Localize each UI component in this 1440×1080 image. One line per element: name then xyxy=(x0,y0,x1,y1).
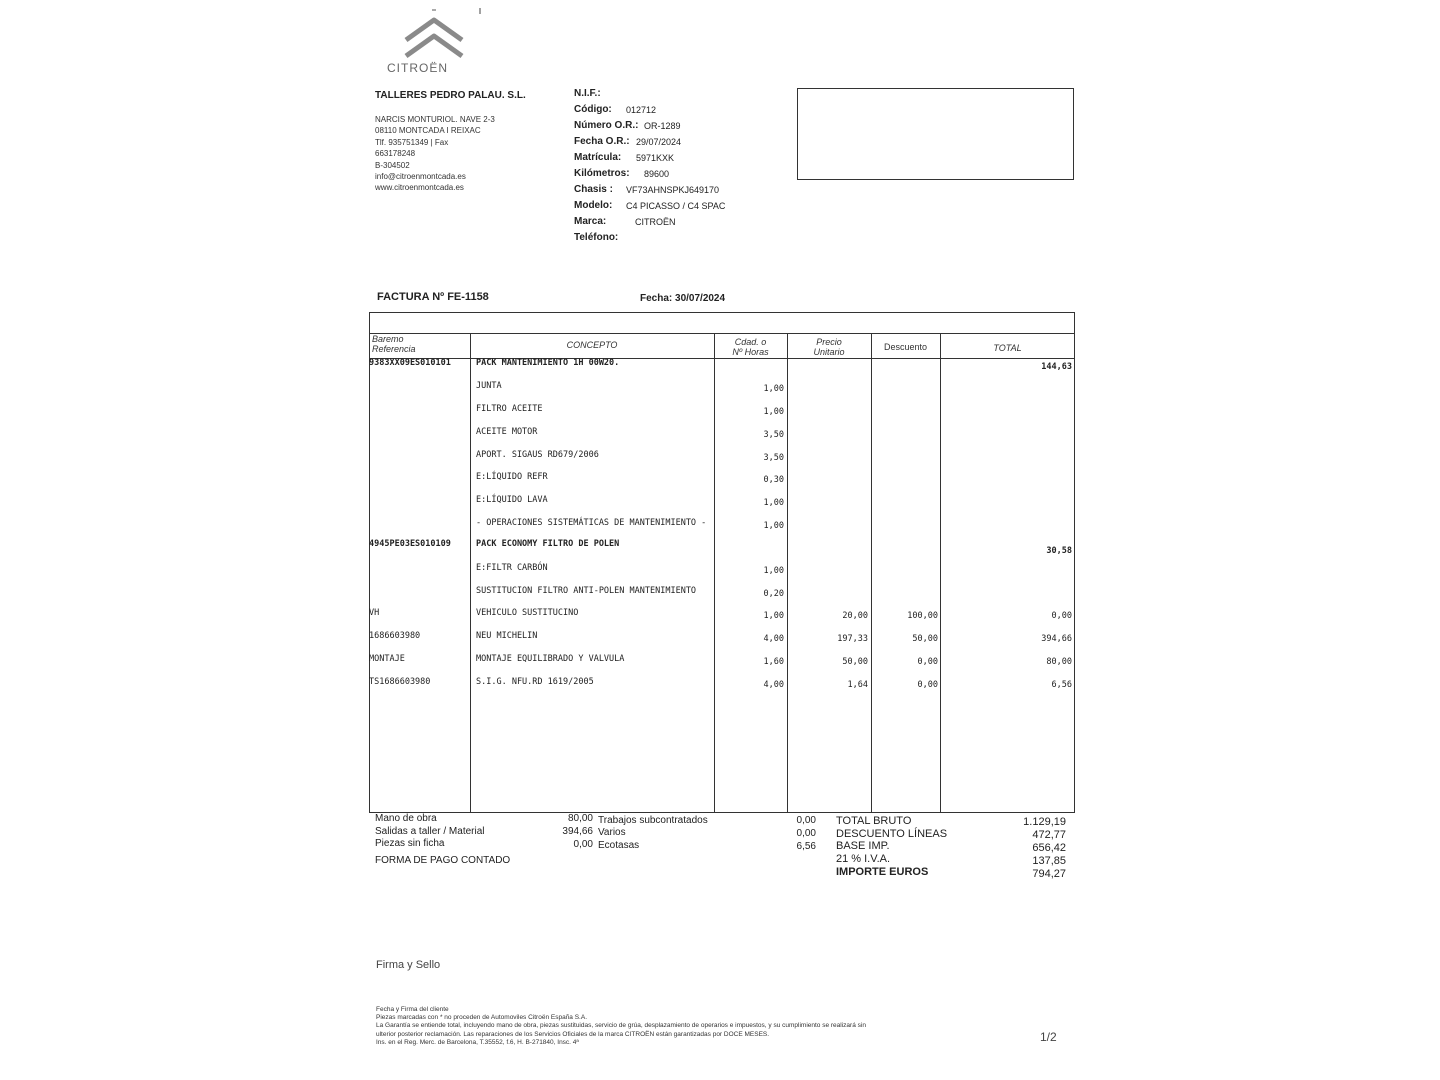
row-reference: 4945PE03ES010109 xyxy=(369,539,451,549)
row-total: 80,00 xyxy=(1046,657,1072,667)
or-label: Número O.R.: xyxy=(574,120,639,131)
row-concept: NEU MICHELIN xyxy=(476,631,538,641)
modelo-label: Modelo: xyxy=(574,200,613,211)
row-quantity: 0,20 xyxy=(763,589,784,599)
mano-obra-label: Mano de obra xyxy=(375,813,437,824)
company-name: TALLERES PEDRO PALAU. S.L. xyxy=(375,90,526,101)
header-cantidad xyxy=(714,337,787,357)
matricula-value: 5971KXK xyxy=(636,153,675,163)
row-concept: JUNTA xyxy=(476,381,502,391)
marca-value: CITROËN xyxy=(635,217,676,227)
table-header-top-line xyxy=(369,333,1075,334)
address-line: B-304502 xyxy=(375,160,410,170)
invoice-date: Fecha: 30/07/2024 xyxy=(640,293,726,304)
address-line: NARCIS MONTURIOL. NAVE 2-3 xyxy=(375,115,495,124)
row-reference: TS1686603980 xyxy=(369,677,431,687)
modelo-value: C4 PICASSO / C4 SPAC xyxy=(626,201,726,211)
row-concept: E:LÍQUIDO REFR xyxy=(476,472,548,482)
codigo-value: 012712 xyxy=(626,105,657,115)
row-reference: MONTAJE xyxy=(369,654,405,664)
footer-line: ulterior posterior reclamación. Las reparaciones de los Servicios Oficiales de la marca CITROËN están garantizadas por DOCE MESES. xyxy=(376,1030,770,1038)
descuento-value: 472,77 xyxy=(1032,829,1066,841)
header-ref-line1: Baremo xyxy=(372,334,404,344)
fecha-or-value: 29/07/2024 xyxy=(636,137,682,147)
recipient-address-box xyxy=(797,88,1074,180)
row-discount: 50,00 xyxy=(912,634,938,644)
footer-line: La Garantía se entiende total, incluyendo mano de obra, piezas sustituidas, servicio de grúa, desplazamiento de operarios e impuestos, y su cumplimiento se realizará sin xyxy=(376,1022,866,1030)
header-precio-line1: Precio xyxy=(816,337,842,347)
row-discount: 0,00 xyxy=(917,657,938,667)
row-quantity: 3,50 xyxy=(763,453,784,463)
row-concept: E:FILTR CARBÓN xyxy=(476,563,548,573)
row-unit-price: 197,33 xyxy=(837,634,868,644)
row-quantity: 1,60 xyxy=(763,657,784,667)
mano-obra-value: 80,00 xyxy=(567,813,593,824)
invoice-table xyxy=(369,312,1075,813)
row-reference: 1686603980 xyxy=(369,631,421,641)
row-total: 144,63 xyxy=(1041,362,1072,372)
marca-label: Marca: xyxy=(574,216,607,227)
row-reference: 9383XX09ES010101 xyxy=(369,358,451,368)
address-line: info@citroenmontcada.es xyxy=(375,172,466,182)
header-total: TOTAL xyxy=(993,343,1022,353)
iva-label: 21 % I.V.A. xyxy=(836,853,891,865)
table-header-bottom-line xyxy=(369,358,1075,359)
salidas-label: Salidas a taller / Material xyxy=(375,826,485,837)
iva-value: 137,85 xyxy=(1032,855,1066,867)
row-quantity: 1,00 xyxy=(763,407,784,417)
ecotasas-value: 6,56 xyxy=(796,841,816,852)
column-divider xyxy=(871,333,872,813)
company-address xyxy=(375,114,495,194)
piezas-label: Piezas sin ficha xyxy=(375,838,445,849)
nif-label: N.I.F.: xyxy=(574,88,601,99)
row-total: 0,00 xyxy=(1051,611,1072,621)
row-quantity: 1,00 xyxy=(763,384,784,394)
header-ref-line2: Referencia xyxy=(372,344,416,354)
total-bruto-label: TOTAL BRUTO xyxy=(836,815,912,827)
or-value: OR-1289 xyxy=(644,121,681,131)
ecotasas-label: Ecotasas xyxy=(598,840,640,851)
base-value: 656,42 xyxy=(1032,842,1066,854)
row-quantity: 1,00 xyxy=(763,566,784,576)
address-line: Tlf. 935751349 | Fax xyxy=(375,137,449,147)
header-cantidad-line2: Nº Horas xyxy=(732,347,769,357)
piezas-value: 0,00 xyxy=(573,839,593,850)
row-quantity: 4,00 xyxy=(763,634,784,644)
address-line: 663178248 xyxy=(375,149,416,159)
row-quantity: 4,00 xyxy=(763,680,784,690)
row-concept: PACK ECONOMY FILTRO DE POLEN xyxy=(476,539,620,549)
trabajos-value: 0,00 xyxy=(796,815,816,826)
row-concept: PACK MANTENIMIENTO 1H 00W20. xyxy=(476,358,620,368)
footer-legal xyxy=(376,1006,866,1047)
varios-value: 0,00 xyxy=(796,828,816,839)
row-concept: E:LÍQUIDO LAVA xyxy=(476,495,548,505)
row-total: 394,66 xyxy=(1041,634,1072,644)
row-unit-price: 20,00 xyxy=(842,611,868,621)
matricula-label: Matrícula: xyxy=(574,152,622,163)
address-line: 08110 MONTCADA I REIXAC xyxy=(375,126,481,136)
header-precio-line2: Unitario xyxy=(813,347,845,357)
header-descuento: Descuento xyxy=(883,342,928,352)
importe-value: 794,27 xyxy=(1032,868,1066,880)
row-concept: FILTRO ACEITE xyxy=(476,404,543,414)
row-concept: - OPERACIONES SISTEMÁTICAS DE MANTENIMIENTO - xyxy=(476,518,707,528)
invoice-number: FACTURA Nº FE-1158 xyxy=(377,291,489,303)
footer-line: Ins. en el Reg. Merc. de Barcelona, T.35552, f.6, H. B-271840, Insc. 4ª xyxy=(376,1038,579,1046)
descuento-label: DESCUENTO LÍNEAS xyxy=(836,828,948,840)
row-concept: APORT. SIGAUS RD679/2006 xyxy=(476,450,599,460)
row-concept: ACEITE MOTOR xyxy=(476,427,538,437)
importe-label: IMPORTE EUROS xyxy=(836,866,929,878)
header-ref xyxy=(372,334,416,354)
row-total: 6,56 xyxy=(1051,680,1072,690)
header-cantidad-line1: Cdad. o xyxy=(734,337,767,347)
trabajos-label: Trabajos subcontratados xyxy=(598,815,708,826)
header-precio xyxy=(787,337,871,357)
header-concepto: CONCEPTO xyxy=(566,340,618,350)
brand-wordmark: CITROËN xyxy=(387,61,448,75)
footer-line: Piezas marcadas con * no proceden de Automoviles Citroën España S.A. xyxy=(376,1014,588,1022)
signature-label: Firma y Sello xyxy=(376,959,441,971)
total-bruto-value: 1.129,19 xyxy=(1023,816,1066,828)
row-unit-price: 50,00 xyxy=(842,657,868,667)
column-divider xyxy=(470,333,471,813)
column-divider xyxy=(940,333,941,813)
row-concept: S.I.G. NFU.RD 1619/2005 xyxy=(476,677,594,687)
km-label: Kilómetros: xyxy=(574,168,630,179)
row-discount: 0,00 xyxy=(917,680,938,690)
base-label: BASE IMP. xyxy=(836,840,890,852)
row-concept: SUSTITUCION FILTRO ANTI-POLEN MANTENIMIENTO xyxy=(476,586,697,596)
chasis-label: Chasis : xyxy=(574,184,613,195)
column-divider xyxy=(714,333,715,813)
row-reference: VH xyxy=(369,608,380,618)
row-quantity: 0,30 xyxy=(763,475,784,485)
row-unit-price: 1,64 xyxy=(847,680,868,690)
km-value: 89600 xyxy=(644,169,670,179)
row-quantity: 1,00 xyxy=(763,498,784,508)
row-discount: 100,00 xyxy=(907,611,938,621)
codigo-label: Código: xyxy=(574,104,612,115)
footer-line: Fecha y Firma del cliente xyxy=(376,1006,449,1013)
telefono-label: Teléfono: xyxy=(574,232,619,243)
column-divider xyxy=(787,333,788,813)
row-quantity: 1,00 xyxy=(763,611,784,621)
page-number: 1/2 xyxy=(1040,1030,1057,1044)
chasis-value: VF73AHNSPKJ649170 xyxy=(626,185,720,195)
row-concept: MONTAJE EQUILIBRADO Y VALVULA xyxy=(476,654,625,664)
row-total: 30,58 xyxy=(1046,546,1072,556)
fecha-or-label: Fecha O.R.: xyxy=(574,136,630,147)
row-quantity: 1,00 xyxy=(763,521,784,531)
row-concept: VEHICULO SUSTITUCINO xyxy=(476,608,579,618)
forma-pago: FORMA DE PAGO CONTADO xyxy=(375,855,511,866)
salidas-value: 394,66 xyxy=(562,826,593,837)
address-line: www.citroenmontcada.es xyxy=(375,183,464,193)
row-quantity: 3,50 xyxy=(763,430,784,440)
varios-label: Varios xyxy=(598,827,626,838)
